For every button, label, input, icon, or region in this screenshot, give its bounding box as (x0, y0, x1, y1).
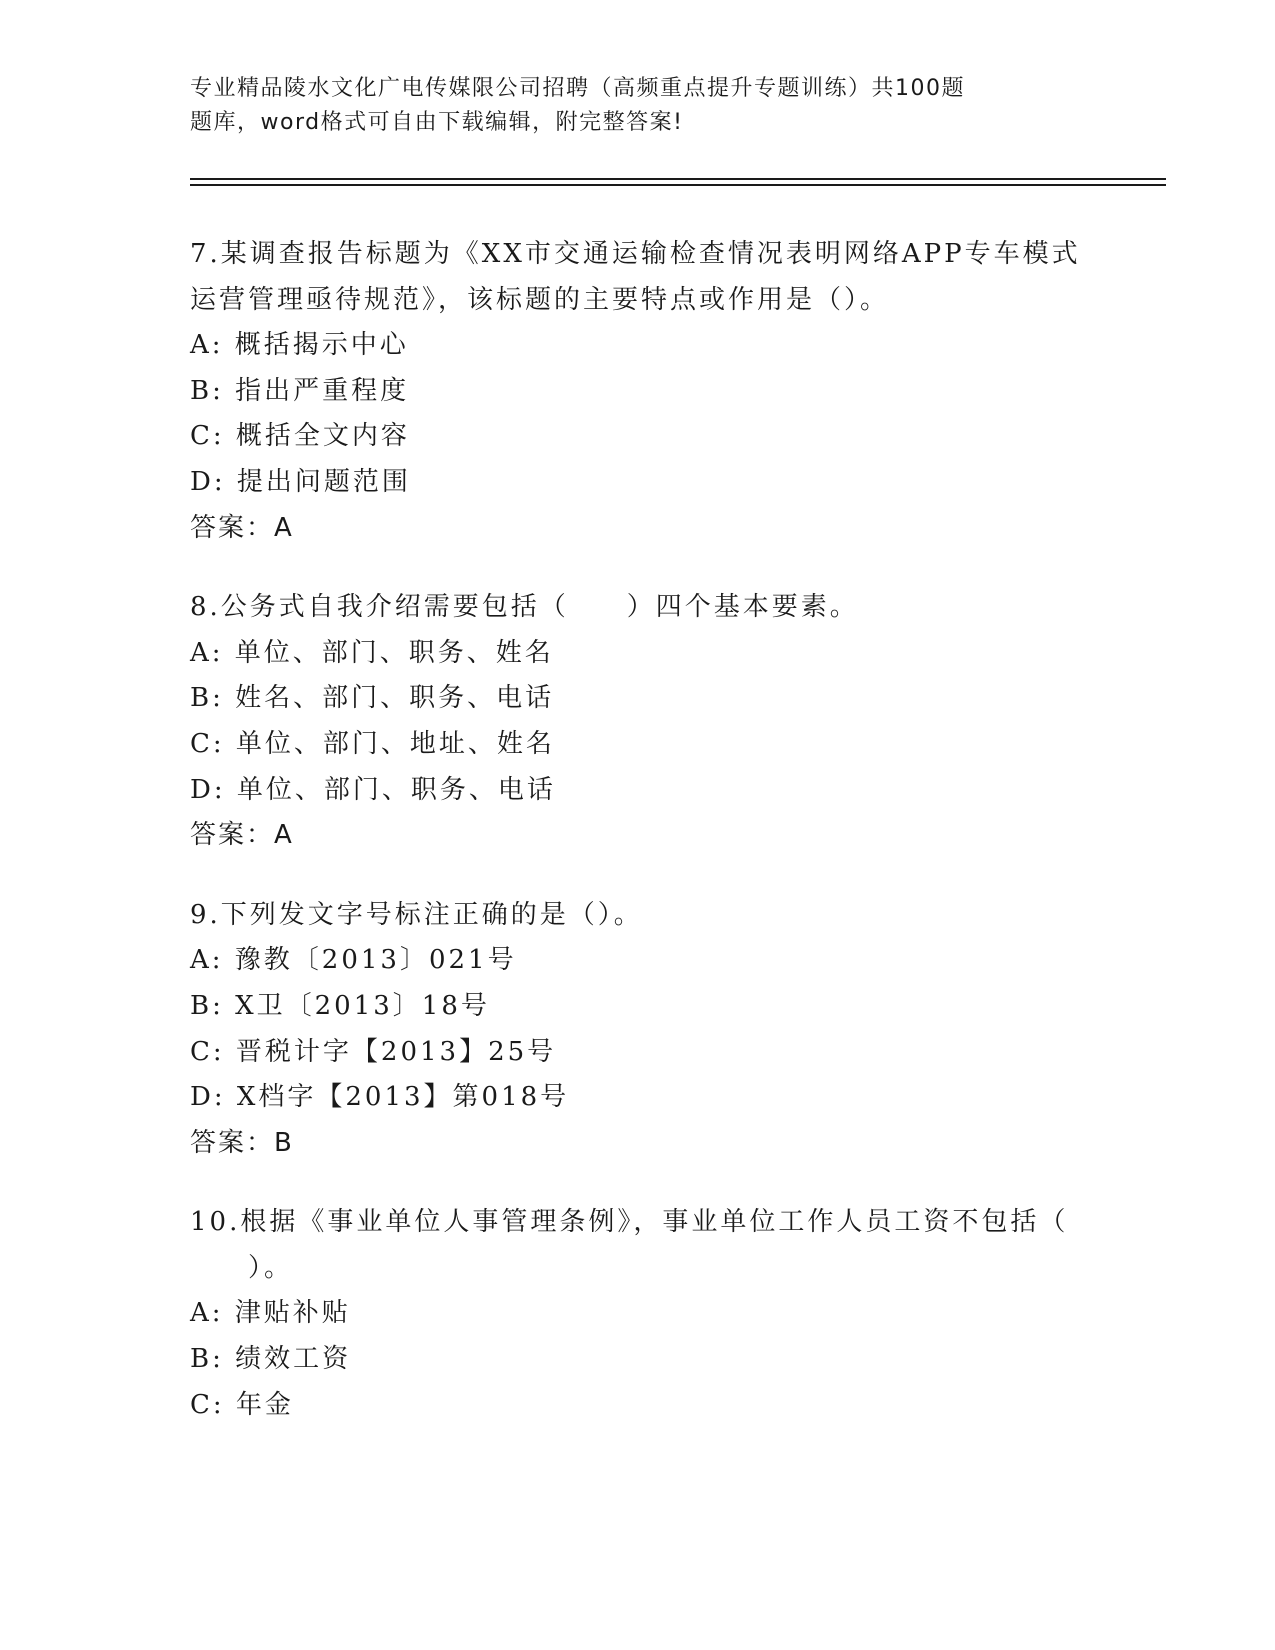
option-d: D: 单位、部门、职务、电话 (190, 774, 556, 805)
question-list (190, 232, 1090, 1462)
option-d: D: X档字【2013】第018号 (190, 1082, 570, 1113)
question-8 (190, 585, 1090, 859)
option-c: C: 概括全文内容 (190, 421, 410, 452)
option-c: C: 单位、部门、地址、姓名 (190, 728, 555, 759)
option-b: B: X卫〔2013〕18号 (190, 990, 490, 1021)
option-a: A: 单位、部门、职务、姓名 (190, 637, 554, 668)
header-divider-top (190, 178, 1166, 180)
option-b: B: 绩效工资 (190, 1344, 352, 1375)
header-line-1: 专业精品陵水文化广电传媒限公司招聘（高频重点提升专题训练）共100题 (190, 76, 965, 101)
answer-line: 答案：A (190, 512, 294, 543)
question-stem-line: 运营管理亟待规范》，该标题的主要特点或作用是（）。 (190, 284, 890, 315)
question-stem-line: 9.下列发文字号标注正确的是（）。 (190, 899, 643, 930)
answer-line: 答案：A (190, 820, 294, 851)
question-7 (190, 232, 1090, 551)
option-d: D: 提出问题范围 (190, 466, 411, 497)
option-b: B: 指出严重程度 (190, 375, 410, 406)
option-a: A: 概括揭示中心 (190, 330, 409, 361)
question-stem-line: 7.某调查报告标题为《XX市交通运输检查情况表明网络APP专车模式 (190, 239, 1081, 269)
option-a: A: 豫教〔2013〕021号 (190, 945, 517, 976)
question-stem-line: 8.公务式自我介绍需要包括（ ）四个基本要素。 (190, 592, 859, 623)
option-b: B: 姓名、部门、职务、电话 (190, 683, 555, 714)
question-stem-line: 10.根据《事业单位人事管理条例》，事业单位工作人员工资不包括（ (190, 1207, 1069, 1238)
question-9 (190, 893, 1090, 1167)
option-c: C: 晋税计字【2013】25号 (190, 1036, 557, 1067)
option-c: C: 年金 (190, 1389, 294, 1420)
header-divider-bottom (190, 184, 1166, 186)
answer-line: 答案：B (190, 1127, 294, 1158)
document-header (190, 72, 1050, 140)
option-a: A: 津贴补贴 (190, 1298, 351, 1329)
question-10 (190, 1200, 1090, 1428)
header-line-2: 题库，word格式可自由下载编辑，附完整答案! (190, 110, 684, 135)
question-stem-line: ）。 (190, 1252, 294, 1283)
